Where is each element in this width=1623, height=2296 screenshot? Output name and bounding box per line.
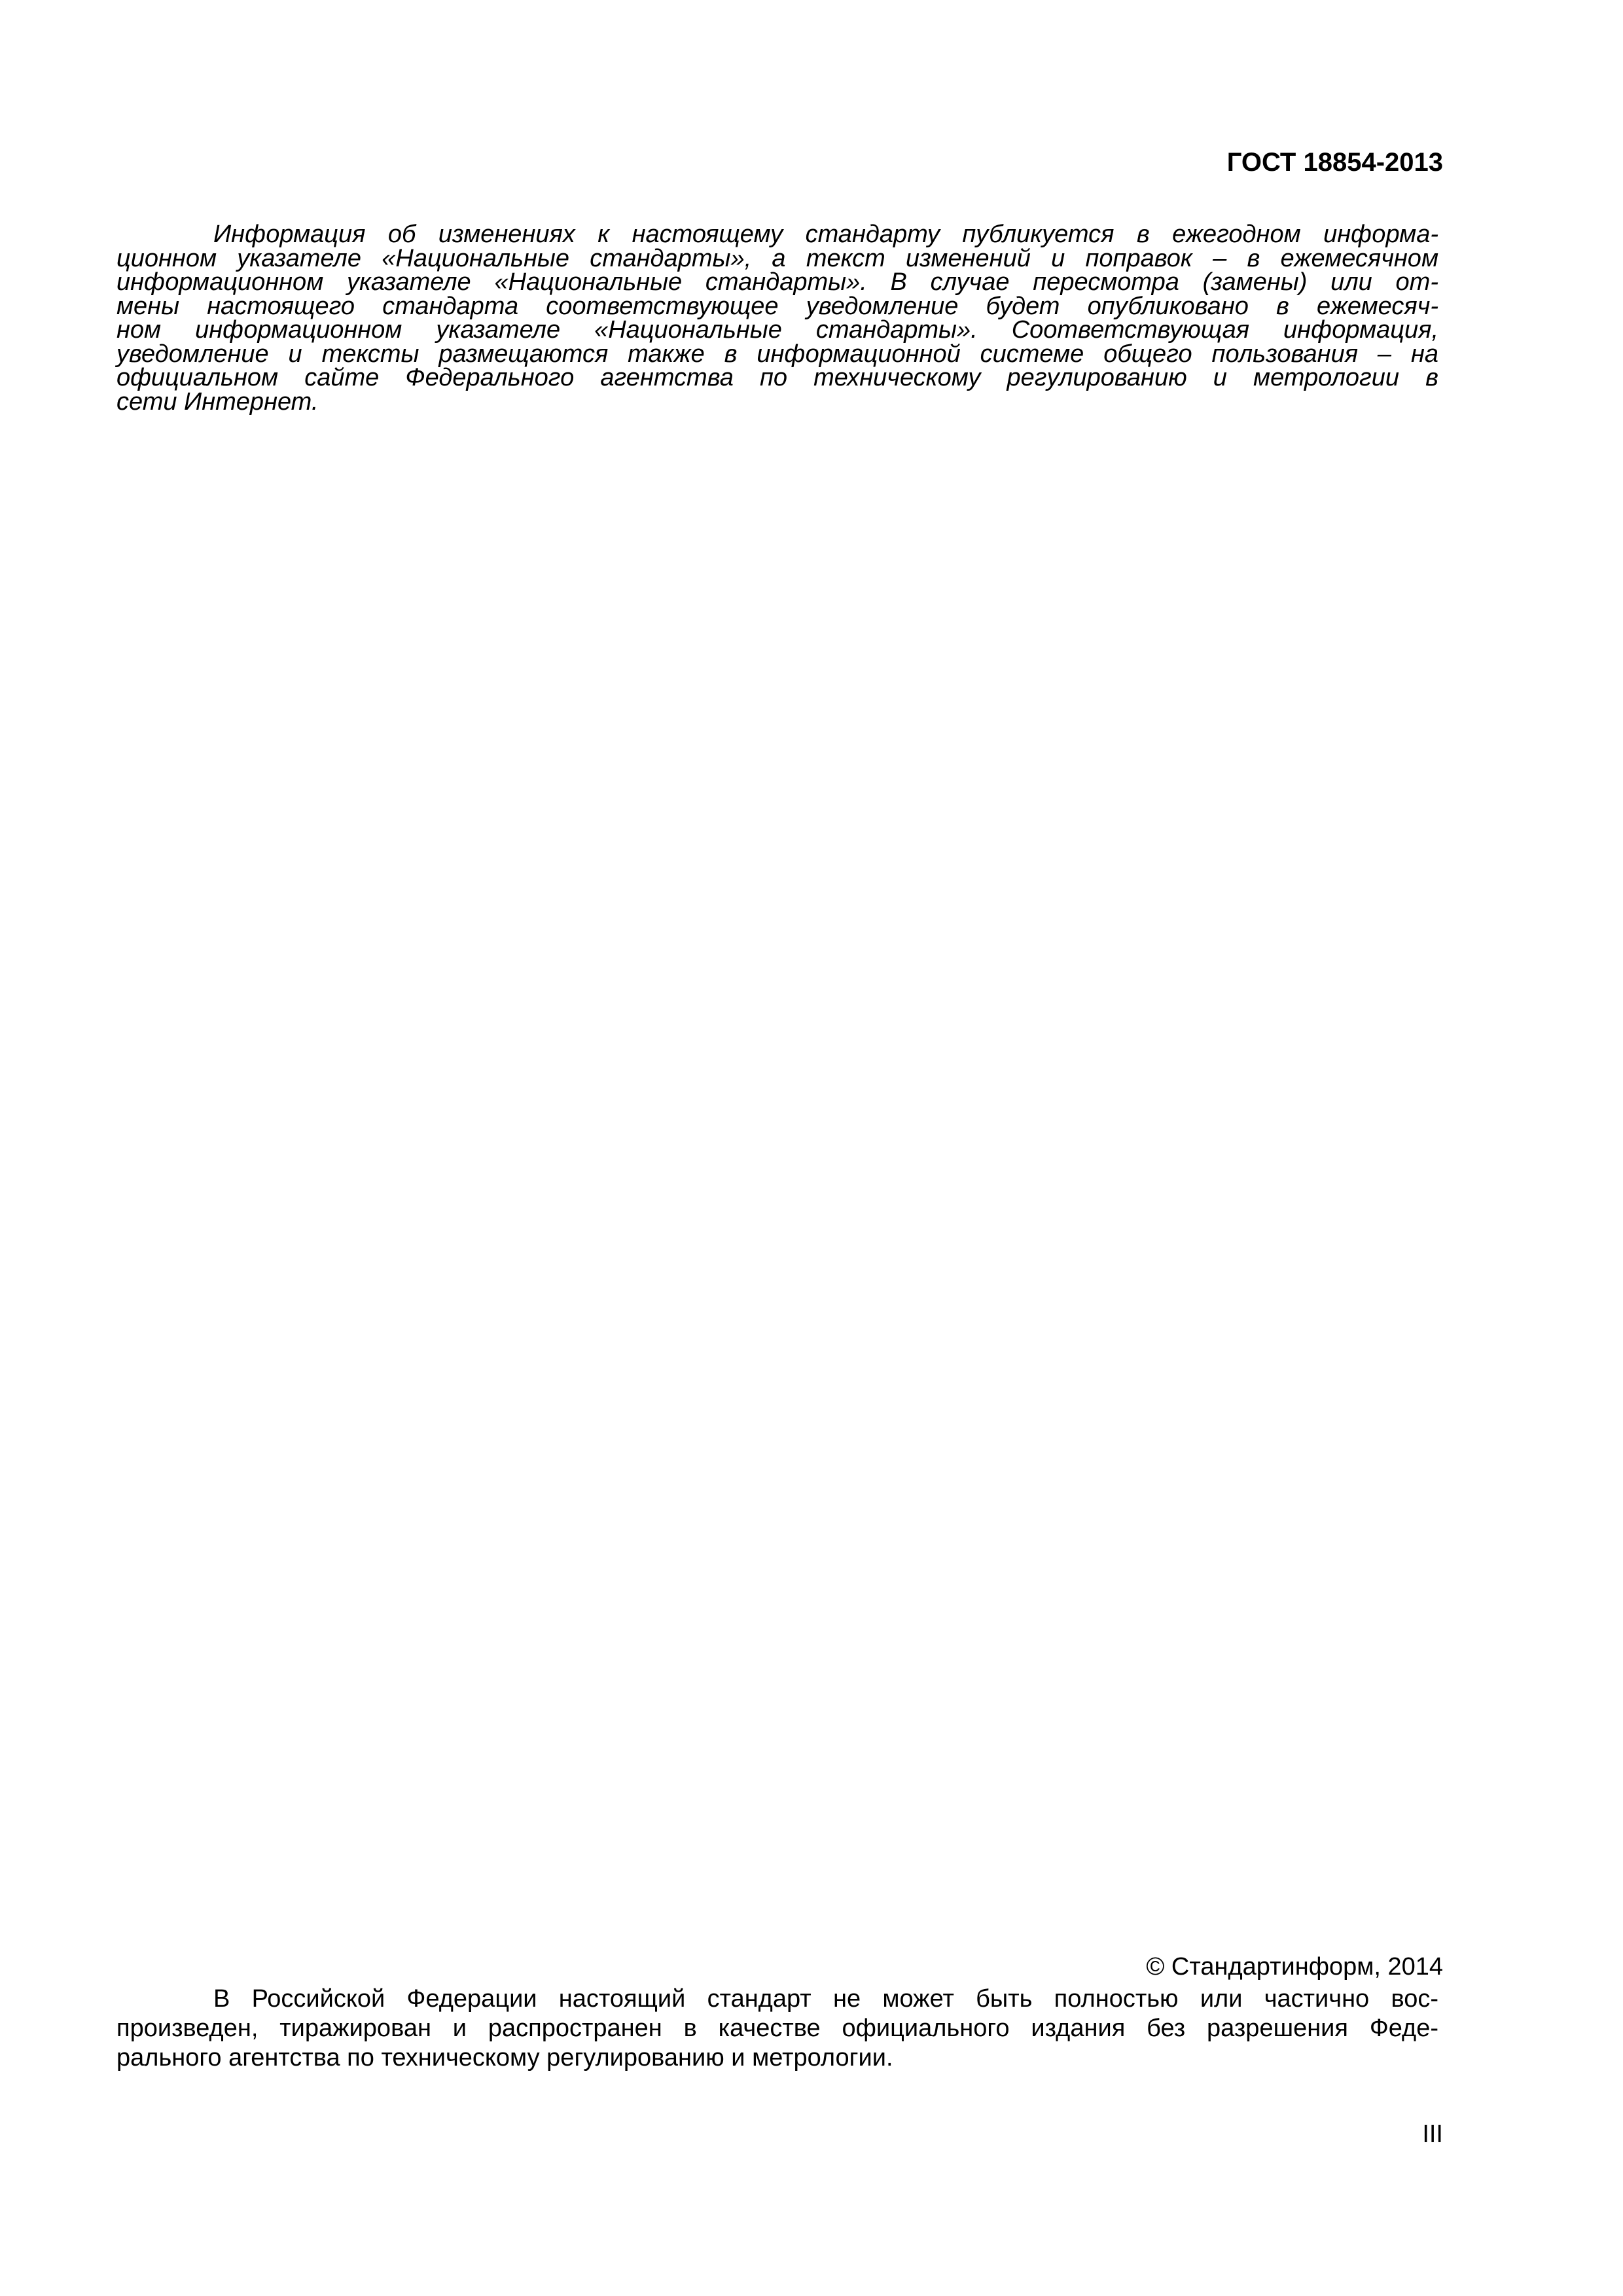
info-notice-line: сети Интернет. [116,387,319,416]
page-number: III [1422,2121,1443,2148]
standard-code: ГОСТ 18854-2013 [1226,148,1443,177]
info-notice-line: уведомление и тексты размещаются также в информационной системе общего пользования – на [116,340,1438,368]
reproduction-notice-line: рального агентства по техническому регулированию и метрологии. [116,2044,893,2072]
reproduction-notice-line: В Российской Федерации настоящий стандарт не может быть полностью или частично вос- [213,1985,1438,2013]
info-notice-paragraph [116,223,1438,414]
info-notice-line: информационном указателе «Национальные стандарты». В случае пересмотра (замены) или от- [116,268,1438,296]
reproduction-notice-paragraph [116,1984,1438,2073]
info-notice-line: официальном сайте Федерального агентства по техническому регулированию и метрологии в [116,364,1438,391]
info-notice-line: ционном указателе «Национальные стандарты», а текст изменений и поправок – в ежемесячном [116,244,1438,272]
info-notice-line: ном информационном указателе «Национальные стандарты». Соответствующая информация, [116,316,1438,344]
info-notice-line: Информация об изменениях к настоящему стандарту публикуется в ежегодном информа- [213,221,1438,248]
reproduction-notice-line: произведен, тиражирован и распространен в качестве официального издания без разрешения Феде- [116,2015,1438,2042]
info-notice-line: мены настоящего стандарта соответствующее уведомление будет опубликовано в ежемесяч- [116,292,1438,320]
copyright-notice: © Стандартинформ, 2014 [1146,1953,1443,1981]
